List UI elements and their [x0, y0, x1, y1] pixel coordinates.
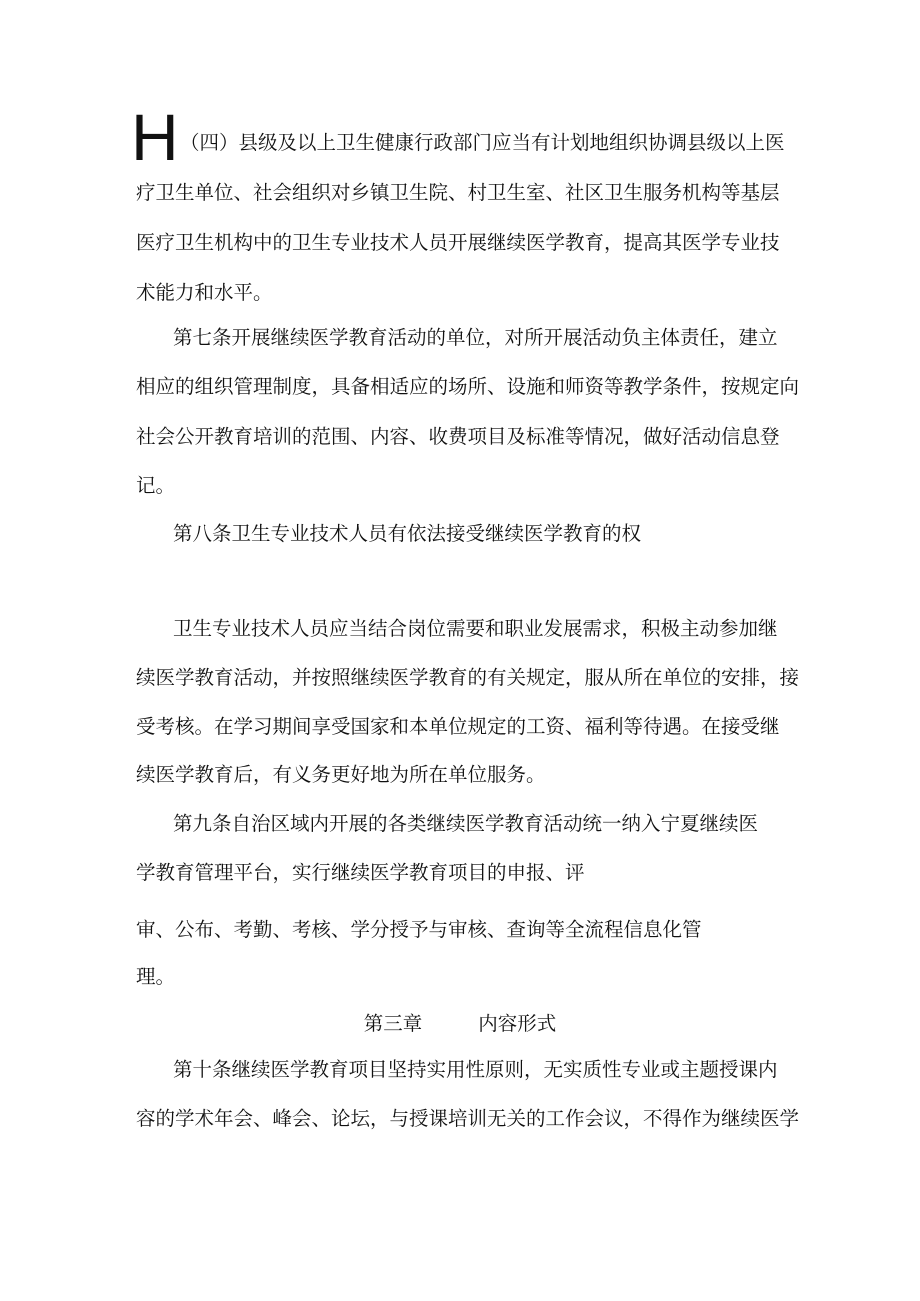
- paragraph-line: 学教育管理平台，实行继续医学教育项目的申报、评: [136, 861, 585, 884]
- paragraph-line: 医疗卫生机构中的卫生专业技术人员开展继续医学教育，提高其医学专业技: [136, 231, 780, 254]
- chapter-title: 内容形式: [478, 1012, 557, 1035]
- paragraph-line: 疗卫生单位、社会组织对乡镇卫生院、村卫生室、社区卫生服务机构等基层: [136, 181, 780, 204]
- paragraph-line: 第九条自治区域内开展的各类继续医学教育活动统一纳入宁夏继续医: [173, 812, 759, 835]
- paragraph-line: 相应的组织管理制度，具备相适应的场所、设施和师资等教学条件，按规定向: [136, 375, 800, 398]
- paragraph-line: 容的学术年会、峰会、论坛，与授课培训无关的工作会议，不得作为继续医学: [136, 1107, 800, 1130]
- paragraph-line: 第十条继续医学教育项目坚持实用性原则，无实质性专业或主题授课内: [173, 1058, 778, 1081]
- paragraph-line: 续医学教育后，有义务更好地为所在单位服务。: [136, 763, 546, 786]
- chapter-number: 第三章: [363, 1012, 423, 1035]
- paragraph-line: 受考核。在学习期间享受国家和本单位规定的工资、福利等待遇。在接受继: [136, 715, 780, 738]
- paragraph-line: 第七条开展继续医学教育活动的单位，对所开展活动负主体责任，建立: [173, 326, 778, 349]
- paragraph-line: 卫生专业技术人员应当结合岗位需要和职业发展需求，积极主动参加继: [173, 617, 778, 640]
- paragraph-line: 审、公布、考勤、考核、学分授予与审核、查询等全流程信息化管: [136, 918, 702, 941]
- paragraph-line: 记。: [136, 474, 176, 497]
- paragraph-line: 第八条卫生专业技术人员有依法接受继续医学教育的权: [173, 522, 642, 545]
- paragraph-line: 术能力和水平。: [136, 281, 273, 304]
- paragraph-line: 社会公开教育培训的范围、内容、收费项目及标准等情况，做好活动信息登: [136, 425, 780, 448]
- paragraph-line: （四）县级及以上卫生健康行政部门应当有计划地组织协调县级以上医: [180, 131, 785, 154]
- paragraph-line: 理。: [136, 965, 176, 988]
- chapter-heading: [0, 1012, 920, 1036]
- paragraph-line: 续医学教育活动，并按照继续医学教育的有关规定，服从所在单位的安排，接: [136, 666, 800, 689]
- drop-letter: H: [131, 100, 179, 174]
